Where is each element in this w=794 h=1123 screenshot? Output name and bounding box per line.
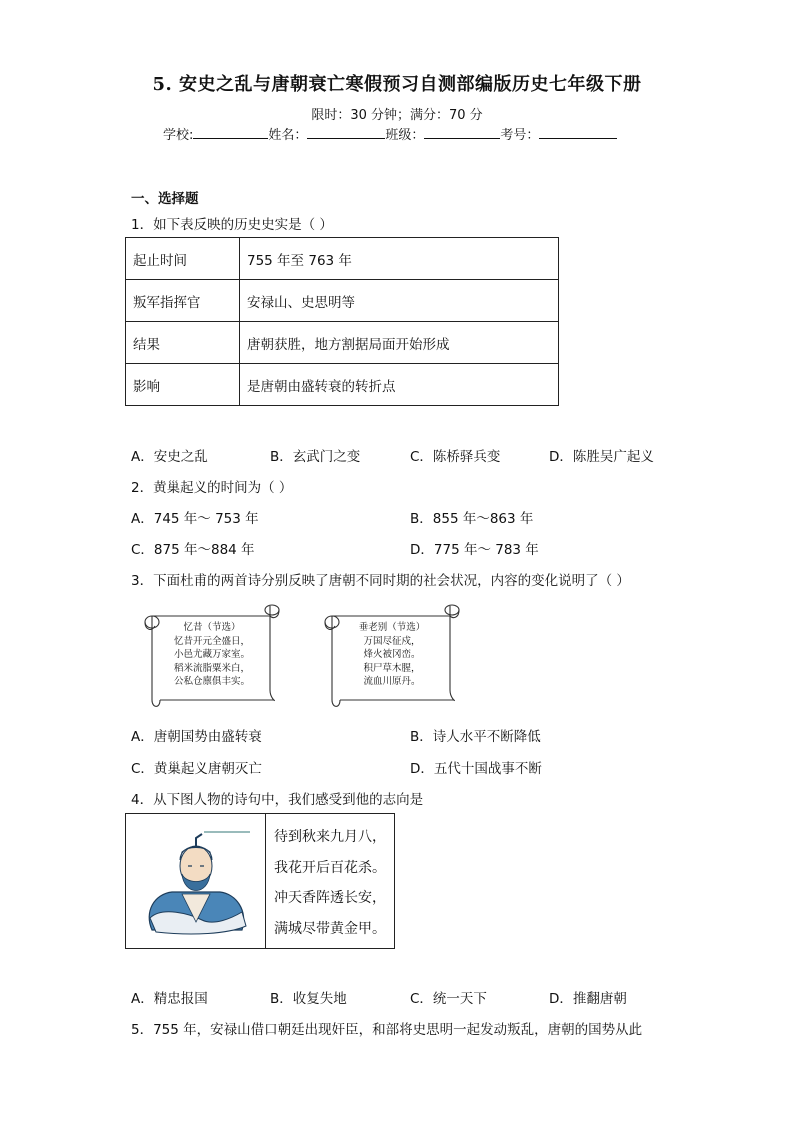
poem-line: 冲天香阵透长安， [274, 890, 386, 906]
school-blank[interactable] [193, 125, 268, 139]
poem-2 [340, 621, 444, 689]
table-row [126, 364, 559, 406]
table-cell: 结果 [126, 322, 240, 364]
question-2-option-d[interactable]: D．775 年～ 783 年 [410, 542, 539, 558]
question-1-option-c[interactable]: C．陈桥驿兵变 [410, 449, 501, 465]
table-cell: 755 年至 763 年 [240, 238, 559, 280]
poem-2-line: 万国尽征戍， [363, 635, 421, 647]
question-2-option-a[interactable]: A．745 年～ 753 年 [131, 511, 259, 527]
question-4-option-c[interactable]: C．统一天下 [410, 991, 487, 1007]
table-row [126, 280, 559, 322]
poem-1 [160, 621, 264, 689]
poem-line: 满城尽带黄金甲。 [274, 920, 386, 937]
question-1-option-b[interactable]: B．玄武门之变 [270, 449, 361, 465]
question-2-option-c[interactable]: C．875 年～884 年 [131, 542, 255, 558]
question-3-stem: 3．下面杜甫的两首诗分别反映了唐朝不同时期的社会状况，内容的变化说明了（ ） [131, 573, 630, 589]
question-5-stem: 5．755 年，安禄山借口朝廷出现奸臣，和部将史思明一起发动叛乱，唐朝的国势从此 [131, 1022, 643, 1038]
poem-line: 我花开后百花杀。 [274, 859, 386, 876]
exam-limits: 限时：30 分钟；满分：70 分 [311, 108, 483, 123]
table-cell: 起止时间 [126, 238, 240, 280]
question-3-option-b[interactable]: B．诗人水平不断降低 [410, 729, 541, 745]
table-row [126, 238, 559, 280]
poem-1-line: 忆昔开元全盛日， [173, 635, 250, 647]
question-1-option-d[interactable]: D．陈胜吴广起义 [549, 449, 654, 465]
number-blank[interactable] [539, 125, 617, 139]
question-1-table [125, 237, 559, 406]
question-4-option-b[interactable]: B．收复失地 [270, 991, 347, 1007]
figure-divider [265, 814, 266, 948]
question-2-option-b[interactable]: B．855 年～863 年 [410, 511, 534, 527]
table-cell: 叛军指挥官 [126, 280, 240, 322]
poem-2-line: 流血川原丹。 [363, 676, 421, 687]
name-label: 姓名： [268, 128, 308, 143]
table-cell: 是唐朝由盛转衰的转折点 [240, 364, 559, 406]
poem-1-line: 稻米流脂粟米白， [173, 662, 250, 674]
page-title: 5. 安史之乱与唐朝衰亡寒假预习自测部编版历史七年级下册 [152, 74, 642, 95]
question-3-option-c[interactable]: C．黄巢起义唐朝灭亡 [131, 761, 262, 777]
question-1-stem: 1．如下表反映的历史史实是（ ） [131, 217, 333, 233]
question-3-option-a[interactable]: A．唐朝国势由盛转衰 [131, 729, 262, 745]
poem-2-title: 垂老别（节选） [358, 622, 426, 633]
table-cell: 唐朝获胜，地方割据局面开始形成 [240, 322, 559, 364]
poem-1-title: 忆昔（节选） [183, 622, 241, 633]
question-4-option-d[interactable]: D．推翻唐朝 [549, 991, 627, 1007]
huang-chao-poem [274, 822, 386, 944]
table-cell: 影响 [126, 364, 240, 406]
school-label: 学校: [163, 128, 194, 143]
table-cell: 安禄山、史思明等 [240, 280, 559, 322]
class-label: 班级： [385, 128, 425, 143]
poem-2-line: 积尸草木腥， [363, 662, 421, 674]
section-title: 一、选择题 [131, 191, 199, 207]
name-blank[interactable] [307, 125, 385, 139]
question-1-option-a[interactable]: A．安史之乱 [131, 449, 208, 465]
poem-1-line: 小邑尤藏万家室。 [173, 649, 250, 660]
question-3-option-d[interactable]: D．五代十国战事不断 [410, 761, 542, 777]
portrait-illustration [132, 822, 260, 940]
number-label: 考号： [500, 128, 540, 143]
poem-1-line: 公私仓廪俱丰实。 [173, 676, 250, 687]
question-4-stem: 4．从下图人物的诗句中，我们感受到他的志向是 [131, 792, 424, 808]
question-2-stem: 2．黄巢起义的时间为（ ） [131, 480, 293, 496]
question-4-figure [125, 813, 395, 949]
class-blank[interactable] [424, 125, 500, 139]
question-4-option-a[interactable]: A．精忠报国 [131, 991, 208, 1007]
table-row [126, 322, 559, 364]
poem-2-line: 烽火被冈峦。 [363, 649, 421, 660]
poem-line: 待到秋来九月八， [274, 829, 386, 845]
student-info-line [163, 124, 617, 143]
